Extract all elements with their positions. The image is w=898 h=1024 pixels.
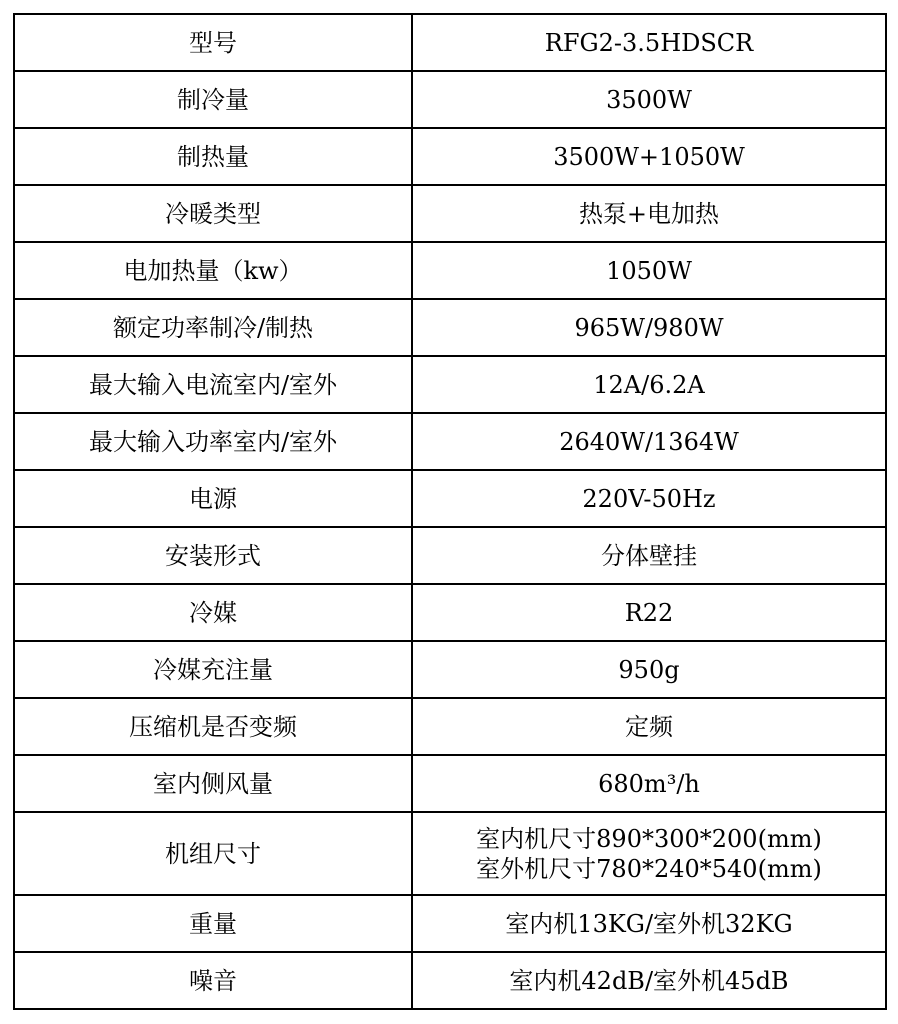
label-cell: 重量 (14, 895, 412, 952)
label-cell: 冷暖类型 (14, 185, 412, 242)
table-row (14, 527, 886, 584)
table-row (14, 242, 886, 299)
label-cell: 冷媒充注量 (14, 641, 412, 698)
table-row (14, 952, 886, 1009)
table-row (14, 14, 886, 71)
outdoor-unit-size: 室外机尺寸780*240*540(mm) (476, 854, 822, 883)
value-cell: 680m³/h (412, 755, 886, 812)
table-row (14, 698, 886, 755)
label-cell: 制热量 (14, 128, 412, 185)
table-row (14, 299, 886, 356)
value-cell: 965W/980W (412, 299, 886, 356)
value-cell: 分体壁挂 (412, 527, 886, 584)
value-cell: 室内机13KG/室外机32KG (412, 895, 886, 952)
value-cell: 1050W (412, 242, 886, 299)
label-cell: 电加热量（kw） (14, 242, 412, 299)
label-cell: 型号 (14, 14, 412, 71)
table-row (14, 812, 886, 895)
label-cell: 安装形式 (14, 527, 412, 584)
label-cell: 额定功率制冷/制热 (14, 299, 412, 356)
table-row (14, 128, 886, 185)
table-row (14, 356, 886, 413)
table-row (14, 584, 886, 641)
label-cell: 噪音 (14, 952, 412, 1009)
value-cell: 定频 (412, 698, 886, 755)
label-cell: 最大输入功率室内/室外 (14, 413, 412, 470)
spec-table (13, 13, 887, 1010)
indoor-unit-size: 室内机尺寸890*300*200(mm) (476, 824, 822, 853)
label-cell: 冷媒 (14, 584, 412, 641)
value-cell: 2640W/1364W (412, 413, 886, 470)
table-row (14, 71, 886, 128)
label-cell: 室内侧风量 (14, 755, 412, 812)
table-row (14, 755, 886, 812)
value-cell: 950g (412, 641, 886, 698)
value-cell: 热泵+电加热 (412, 185, 886, 242)
table-row (14, 895, 886, 952)
table-row (14, 641, 886, 698)
value-cell: RFG2-3.5HDSCR (412, 14, 886, 71)
value-cell: R22 (412, 584, 886, 641)
table-row (14, 413, 886, 470)
value-cell: 室内机42dB/室外机45dB (412, 952, 886, 1009)
value-cell (412, 812, 886, 895)
label-cell: 制冷量 (14, 71, 412, 128)
label-cell: 最大输入电流室内/室外 (14, 356, 412, 413)
value-cell: 220V-50Hz (412, 470, 886, 527)
value-cell: 3500W (412, 71, 886, 128)
label-cell: 电源 (14, 470, 412, 527)
label-cell: 机组尺寸 (14, 812, 412, 895)
table-row (14, 470, 886, 527)
table-row (14, 185, 886, 242)
label-cell: 压缩机是否变频 (14, 698, 412, 755)
value-cell: 3500W+1050W (412, 128, 886, 185)
value-cell: 12A/6.2A (412, 356, 886, 413)
